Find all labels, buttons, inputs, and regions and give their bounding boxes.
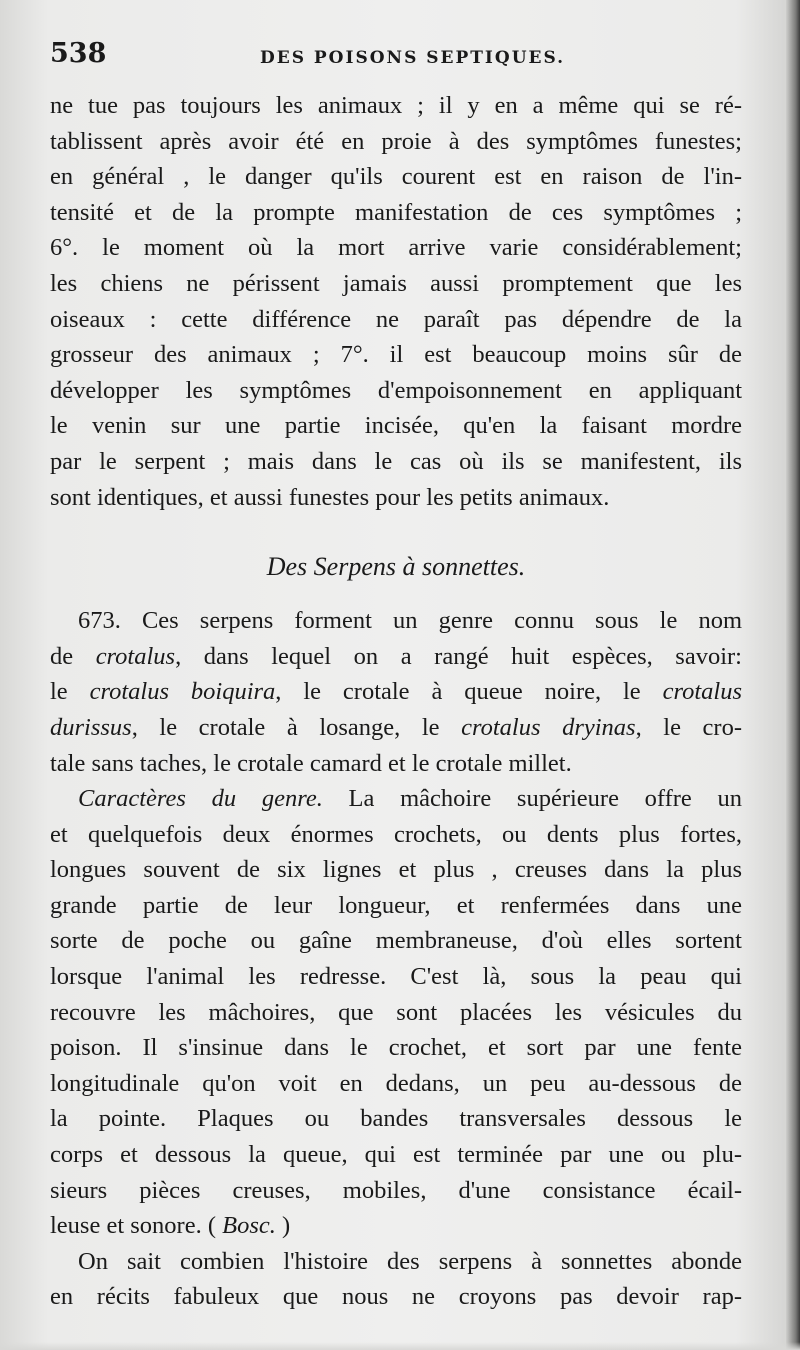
page-header — [50, 38, 740, 78]
text-line: les chiens ne périssent jamais aussi promptement que les — [50, 269, 742, 297]
text-line: durissus, le crotale à losange, le crotalus dryinas, le cro- — [50, 713, 743, 741]
text-line: lorsque l'animal les redresse. C'est là, sous la peau qui — [50, 963, 742, 991]
text-line: et quelquefois deux énormes crochets, ou dents plus fortes, — [50, 820, 742, 848]
text-line: tale sans taches, le crotale camard et le crotale millet. — [50, 749, 572, 777]
text-line: en général , le danger qu'ils courent est en raison de l'in- — [50, 163, 742, 191]
text-line: longues souvent de six lignes et plus , creuses dans la plus — [50, 856, 742, 884]
text-line: en récits fabuleux que nous ne croyons pas devoir rap- — [50, 1283, 742, 1311]
text-line: Caractères du genre. La mâchoire supérieure offre un — [78, 785, 742, 813]
text-line: corps et dessous la queue, qui est terminée par une ou plu- — [50, 1141, 742, 1169]
text-line: sieurs pièces creuses, mobiles, d'une consistance écail- — [50, 1176, 742, 1204]
text-line: leuse et sonore. ( Bosc. ) — [50, 1212, 291, 1240]
text-line: la pointe. Plaques ou bandes transversales dessous le — [50, 1105, 742, 1133]
text-line: longitudinale qu'on voit en dedans, un peu au-dessous de — [50, 1069, 742, 1097]
text-line: tablissent après avoir été en proie à des symptômes funestes; — [50, 127, 742, 155]
page-edge-shadow — [786, 0, 800, 1350]
text-line: recouvre les mâchoires, que sont placées les vésicules du — [50, 998, 742, 1026]
body-text — [50, 88, 742, 1315]
page-bottom-shadow — [0, 1342, 800, 1350]
paragraph-673 — [50, 603, 742, 781]
text-line: 6°. le moment où la mort arrive varie considérablement; — [50, 234, 742, 262]
text-line: sorte de poche ou gaîne membraneuse, d'où elles sortent — [50, 927, 742, 955]
paragraph-histoire — [50, 1244, 742, 1315]
text-line: ne tue pas toujours les animaux ; il y en a même qui se ré- — [50, 92, 742, 119]
text-line: oiseaux : cette différence ne paraît pas dépendre de la — [50, 305, 742, 333]
text-line: le crotalus boiquira, le crotale à queue noire, le crotalus — [50, 678, 742, 706]
text-line: par le serpent ; mais dans le cas où ils se manifestent, ils — [50, 447, 742, 475]
section-heading: Des Serpens à sonnettes. — [266, 552, 526, 582]
text-line: grande partie de leur longueur, et renfermées dans une — [50, 891, 742, 919]
text-line: 673. Ces serpens forment un genre connu sous le nom — [78, 607, 742, 635]
text-line: poison. Il s'insinue dans le crochet, et sort par une fente — [50, 1034, 742, 1062]
paragraph-caracteres — [50, 781, 742, 1244]
text-line: le venin sur une partie incisée, qu'en la faisant mordre — [50, 412, 742, 440]
text-line: On sait combien l'histoire des serpens à sonnettes abonde — [78, 1247, 742, 1275]
text-line: de crotalus, dans lequel on a rangé huit espèces, savoir: — [50, 642, 742, 670]
text-line: développer les symptômes d'empoisonnement en appliquant — [50, 376, 742, 404]
running-title: DES POISONS SEPTIQUES. — [260, 48, 566, 68]
text-line: tensité et de la prompte manifestation de ces symptômes ; — [50, 198, 742, 226]
text-line: grosseur des animaux ; 7°. il est beaucoup moins sûr de — [50, 341, 742, 369]
paragraph-continuation — [50, 88, 742, 515]
text-line: sont identiques, et aussi funestes pour les petits animaux. — [50, 483, 610, 511]
page-number: 538 — [50, 38, 107, 69]
